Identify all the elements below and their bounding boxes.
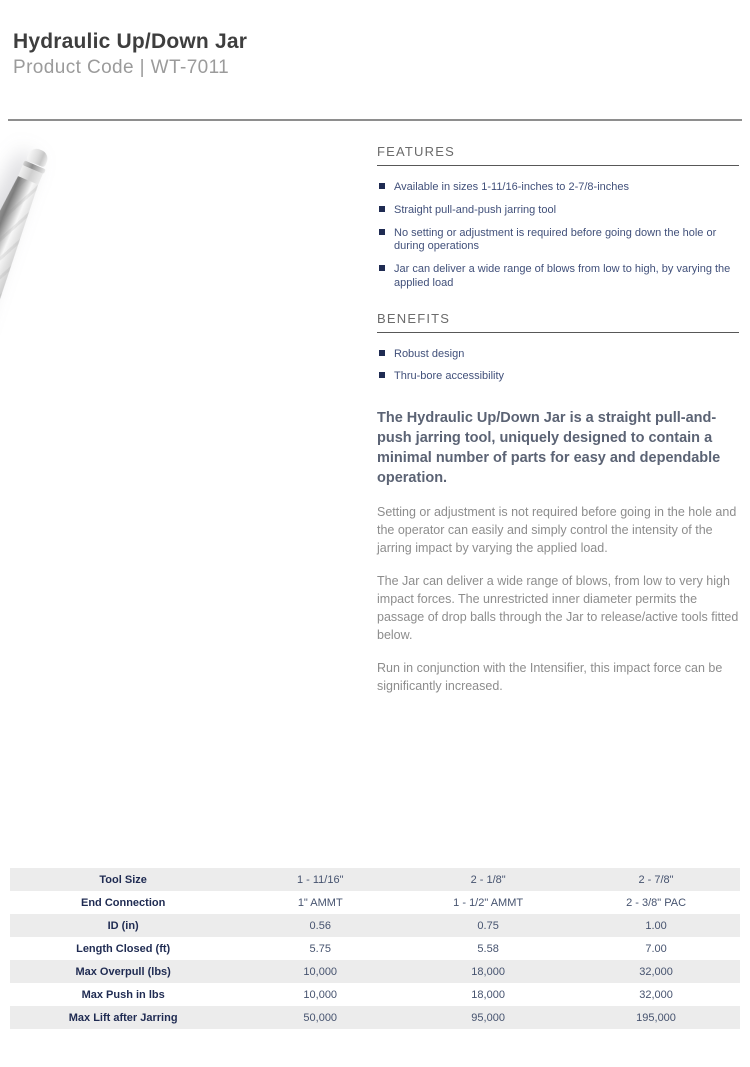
spec-value-cell: 32,000 — [639, 965, 673, 978]
spec-label-cell: Max Overpull (lbs) — [75, 965, 171, 978]
features-heading: FEATURES — [377, 144, 455, 159]
benefit-text: Robust design — [394, 347, 465, 360]
description-paragraph: Setting or adjustment is not required before going in the hole and the operator can easily and simply control the intensity of the jarring impact by varying the applied load. — [377, 505, 737, 555]
spec-value-cell: 1.00 — [645, 919, 667, 932]
tool-tapered-shaft — [0, 168, 58, 434]
product-code: Product Code | WT-7011 — [13, 57, 230, 78]
benefits-rule — [377, 332, 739, 333]
spec-value-cell: 195,000 — [636, 1011, 676, 1024]
benefit-item — [377, 348, 739, 362]
spec-value-cell: 18,000 — [471, 988, 505, 1001]
spec-label-cell: End Connection — [80, 896, 166, 909]
spec-value-cell: 7.00 — [645, 942, 667, 955]
spec-value-cell: 32,000 — [639, 988, 673, 1001]
header-divider — [8, 119, 742, 121]
bullet-square-icon — [379, 265, 385, 271]
benefits-list — [377, 348, 739, 385]
spec-value-cell: 1" AMMT — [297, 896, 343, 909]
feature-text: No setting or adjustment is required before going down the hole or during operations — [394, 226, 717, 253]
spec-label-cell: Max Push in lbs — [81, 988, 165, 1001]
spec-value-cell: 2 - 7/8" — [638, 873, 674, 886]
description-lead: The Hydraulic Up/Down Jar is a straight pull-and-push jarring tool, uniquely designed to contain a minimal number of parts for easy and dependable operation. — [377, 410, 721, 486]
feature-text: Available in sizes 1-11/16-inches to 2-7/8-inches — [394, 181, 630, 193]
bullet-square-icon — [379, 183, 385, 189]
table-row — [10, 937, 740, 960]
benefits-heading: BENEFITS — [377, 310, 451, 326]
spec-value-cell: 5.75 — [309, 942, 331, 955]
spec-value-cell: 95,000 — [471, 1011, 505, 1024]
bullet-square-icon — [379, 206, 385, 212]
spec-value-cell: 50,000 — [303, 1011, 338, 1024]
spec-value-cell: 5.58 — [477, 942, 499, 955]
feature-item — [377, 181, 739, 195]
spec-value-cell: 10,000 — [303, 965, 338, 978]
benefits-section — [377, 311, 739, 385]
spec-value-cell: 1 - 11/16" — [296, 873, 344, 886]
spec-value-cell: 1 - 1/2" AMMT — [453, 896, 524, 909]
table-row — [10, 891, 740, 914]
table-row — [10, 960, 740, 983]
bullet-square-icon — [379, 350, 385, 356]
table-row — [10, 983, 740, 1006]
bullet-square-icon — [379, 372, 385, 378]
features-list — [377, 181, 739, 291]
spec-value-cell: 0.56 — [309, 919, 331, 932]
spec-value-cell: 2 - 3/8" PAC — [626, 896, 687, 909]
table-row — [10, 1006, 740, 1029]
spec-value-cell: 0.75 — [477, 919, 499, 932]
description-paragraph: The Jar can deliver a wide range of blows, from low to very high impact forces. The unrestricted inner diameter permits the passage of drop balls through the Jar to release/active tools fitted below. — [377, 574, 739, 642]
table-row — [10, 914, 740, 937]
description-paragraph: Run in conjunction with the Intensifier, this impact force can be significantly increased. — [377, 661, 723, 693]
table-row — [10, 868, 740, 891]
jar-tool-illustration — [0, 129, 92, 678]
spec-table — [10, 868, 740, 1029]
benefit-item — [377, 370, 739, 384]
feature-item — [377, 204, 739, 218]
document-header — [13, 30, 247, 79]
feature-text: Straight pull-and-push jarring tool — [394, 203, 557, 216]
spec-value-cell: 18,000 — [471, 965, 505, 978]
feature-text: Jar can deliver a wide range of blows from low to high, by varying the applied load — [394, 263, 731, 289]
page-title: Hydraulic Up/Down Jar — [13, 30, 248, 53]
product-photo — [0, 128, 372, 728]
bullet-square-icon — [379, 229, 385, 235]
spec-label-cell: Max Lift after Jarring — [68, 1011, 178, 1024]
details-column — [377, 144, 739, 696]
spec-value-cell: 2 - 1/8" — [470, 873, 506, 886]
feature-item — [377, 227, 739, 255]
spec-label-cell: ID (in) — [107, 919, 139, 932]
spec-label-cell: Length Closed (ft) — [76, 942, 171, 955]
spec-label-cell: Tool Size — [99, 873, 147, 886]
spec-value-cell: 10,000 — [303, 988, 338, 1001]
feature-item — [377, 263, 739, 291]
benefit-text: Thru-bore accessibility — [394, 370, 505, 383]
features-rule — [377, 165, 739, 166]
